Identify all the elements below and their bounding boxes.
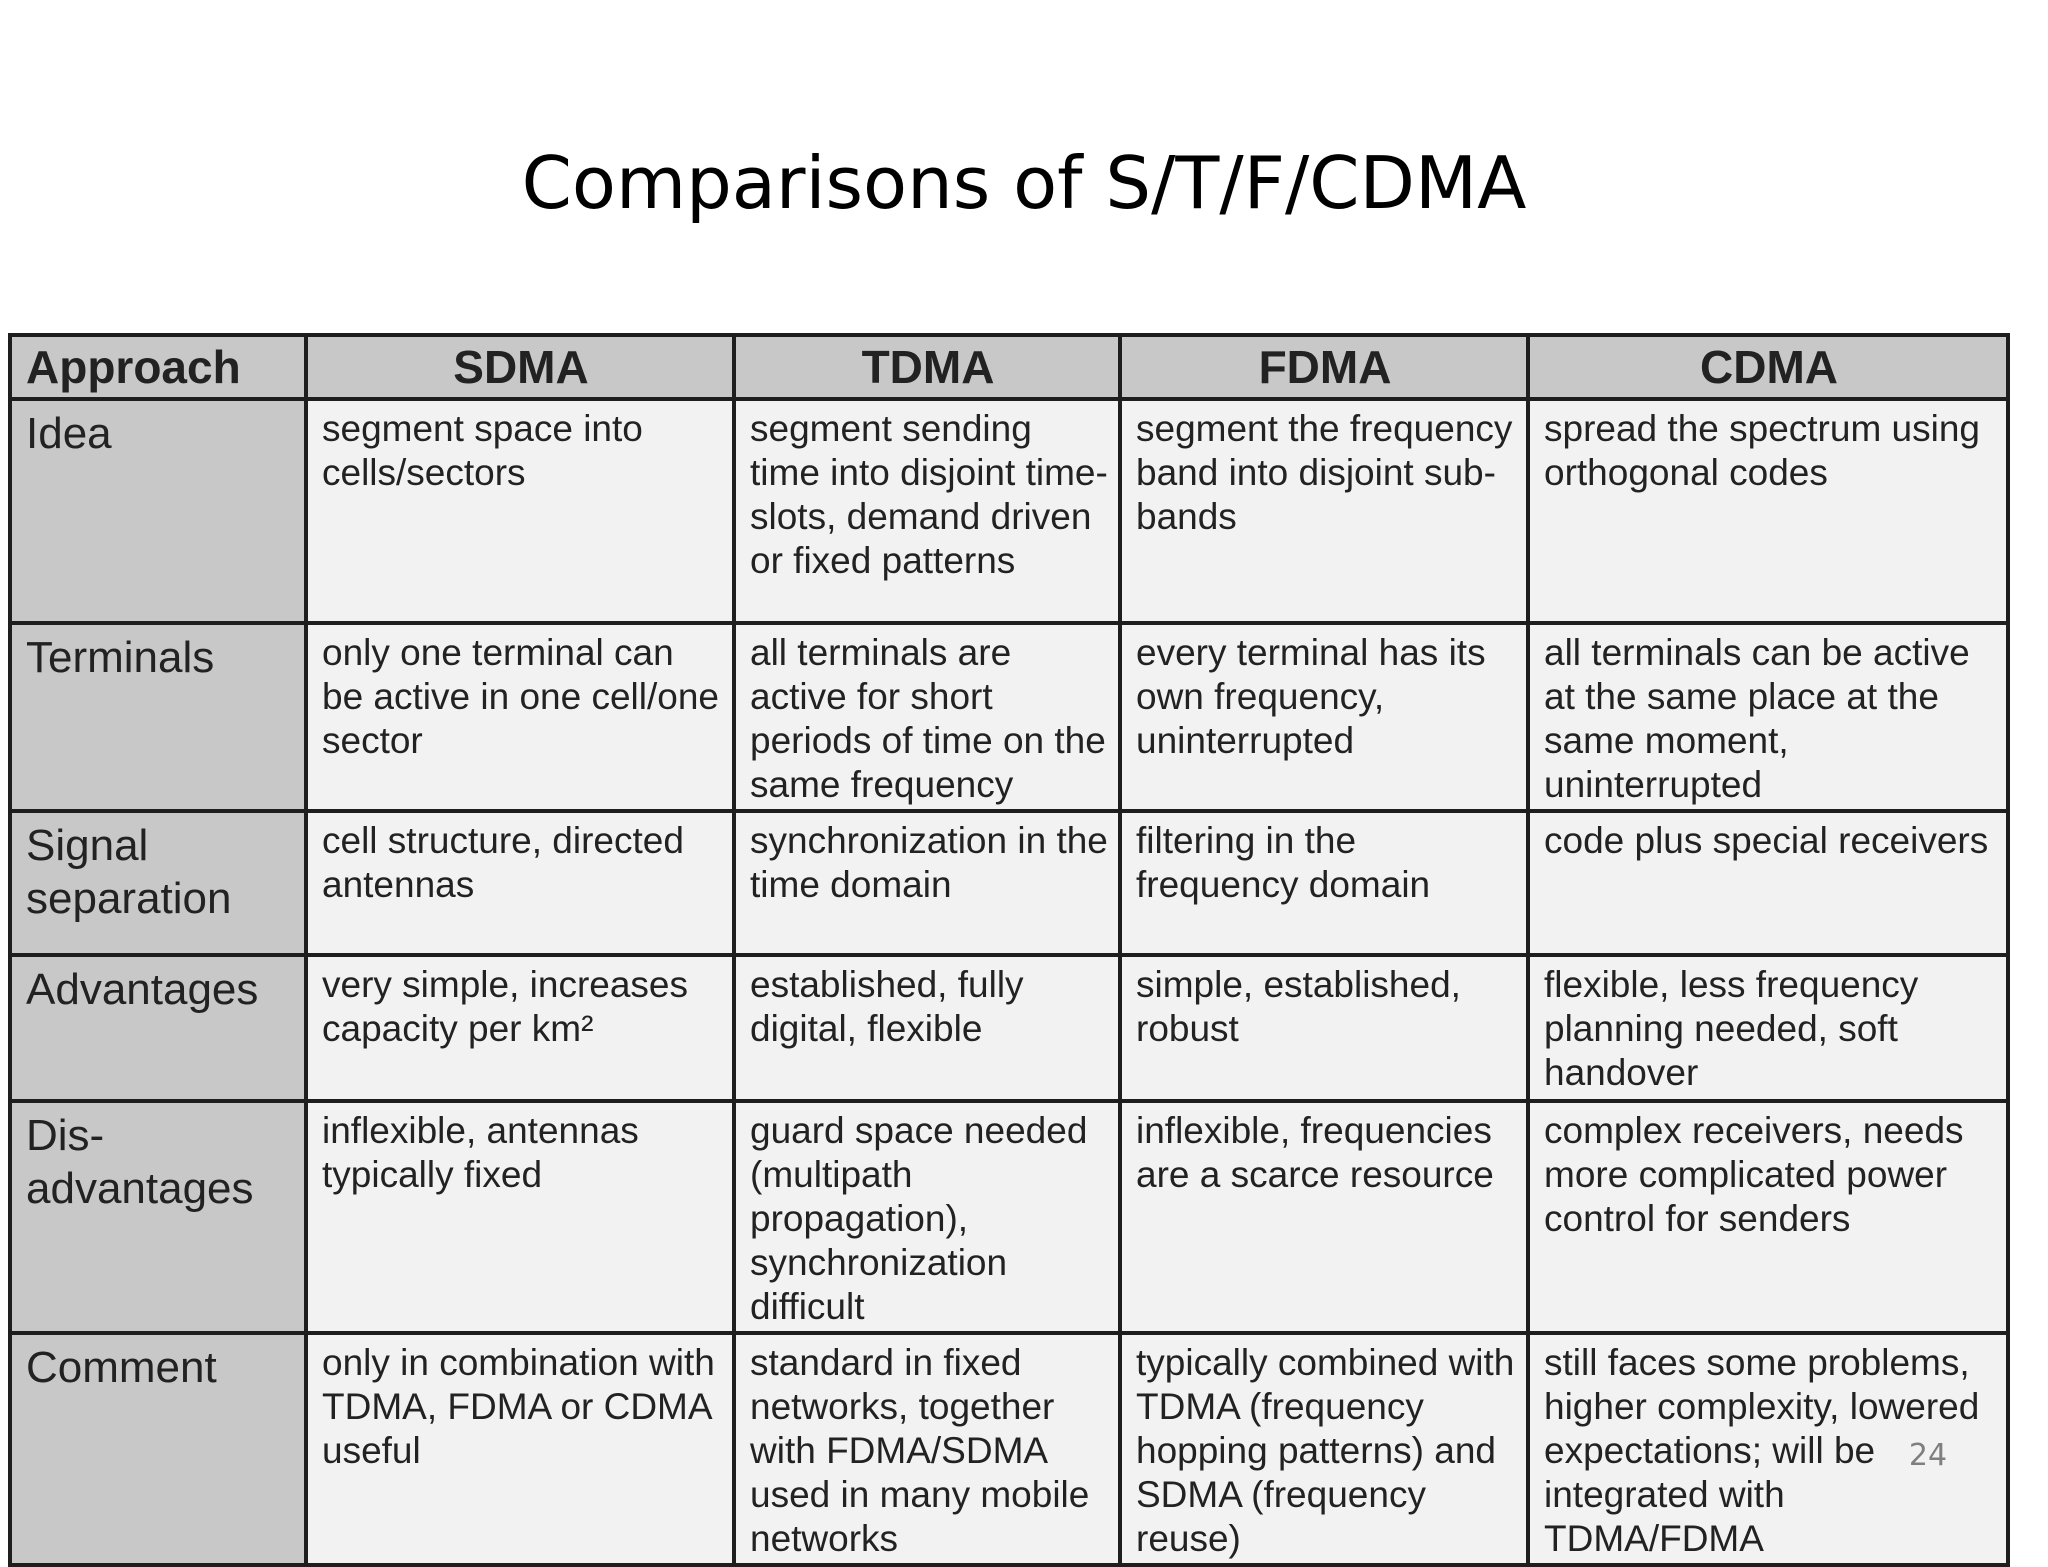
cell-idea-fdma: segment the frequency band into disjoint sub-bands — [1120, 399, 1528, 623]
table-row-comment — [10, 1333, 2008, 1565]
cell-comment-fdma: typically combined with TDMA (frequency hopping patterns) and SDMA (frequency reuse) — [1120, 1333, 1528, 1565]
header-fdma: FDMA — [1120, 335, 1528, 399]
table-row-signal-separation — [10, 811, 2008, 955]
cell-terminals-fdma: every terminal has its own frequency, uninterrupted — [1120, 623, 1528, 811]
table-row-idea — [10, 399, 2008, 623]
cell-advantages-cdma: flexible, less frequency planning needed, soft handover — [1528, 955, 2008, 1101]
cell-idea-cdma: spread the spectrum using orthogonal codes — [1528, 399, 2008, 623]
cell-idea-sdma: segment space into cells/sectors — [306, 399, 734, 623]
cell-advantages-fdma: simple, established, robust — [1120, 955, 1528, 1101]
row-label-signal-separation: Signal separation — [10, 811, 306, 955]
cell-comment-tdma: standard in fixed networks, together with FDMA/SDMA used in many mobile networks — [734, 1333, 1120, 1565]
cell-idea-tdma: segment sending time into disjoint time-slots, demand driven or fixed patterns — [734, 399, 1120, 623]
row-label-terminals: Terminals — [10, 623, 306, 811]
row-label-idea: Idea — [10, 399, 306, 623]
header-tdma: TDMA — [734, 335, 1120, 399]
cell-terminals-cdma: all terminals can be active at the same place at the same moment, uninterrupted — [1528, 623, 2008, 811]
row-label-advantages: Advantages — [10, 955, 306, 1101]
cell-comment-sdma: only in combination with TDMA, FDMA or CDMA useful — [306, 1333, 734, 1565]
table-row-disadvantages — [10, 1101, 2008, 1333]
cell-signal-tdma: synchronization in the time domain — [734, 811, 1120, 955]
page-number: 24 — [1908, 1438, 1948, 1473]
row-label-comment: Comment — [10, 1333, 306, 1565]
cell-signal-cdma: code plus special receivers — [1528, 811, 2008, 955]
slide-title: Comparisons of S/T/F/CDMA — [521, 141, 1527, 225]
cell-signal-sdma: cell structure, directed antennas — [306, 811, 734, 955]
row-label-disadvantages: Dis-advantages — [10, 1101, 306, 1333]
cell-advantages-sdma: very simple, increases capacity per km² — [306, 955, 734, 1101]
table-row-terminals — [10, 623, 2008, 811]
comparison-table — [8, 333, 2010, 1567]
cell-comment-cdma: still faces some problems, higher complexity, lowered expectations; will be integrated with TDMA/FDMA — [1528, 1333, 2008, 1565]
table-row-advantages — [10, 955, 2008, 1101]
cell-advantages-tdma: established, fully digital, flexible — [734, 955, 1120, 1101]
cell-terminals-sdma: only one terminal can be active in one cell/one sector — [306, 623, 734, 811]
cell-terminals-tdma: all terminals are active for short periods of time on the same frequency — [734, 623, 1120, 811]
table-header-row — [10, 335, 2008, 399]
cell-disadvantages-sdma: inflexible, antennas typically fixed — [306, 1101, 734, 1333]
cell-disadvantages-fdma: inflexible, frequencies are a scarce resource — [1120, 1101, 1528, 1333]
header-approach: Approach — [10, 335, 306, 399]
header-cdma: CDMA — [1528, 335, 2008, 399]
cell-disadvantages-tdma: guard space needed (multipath propagation), synchronization difficult — [734, 1101, 1120, 1333]
cell-signal-fdma: filtering in the frequency domain — [1120, 811, 1528, 955]
header-sdma: SDMA — [306, 335, 734, 399]
cell-disadvantages-cdma: complex receivers, needs more complicated power control for senders — [1528, 1101, 2008, 1333]
